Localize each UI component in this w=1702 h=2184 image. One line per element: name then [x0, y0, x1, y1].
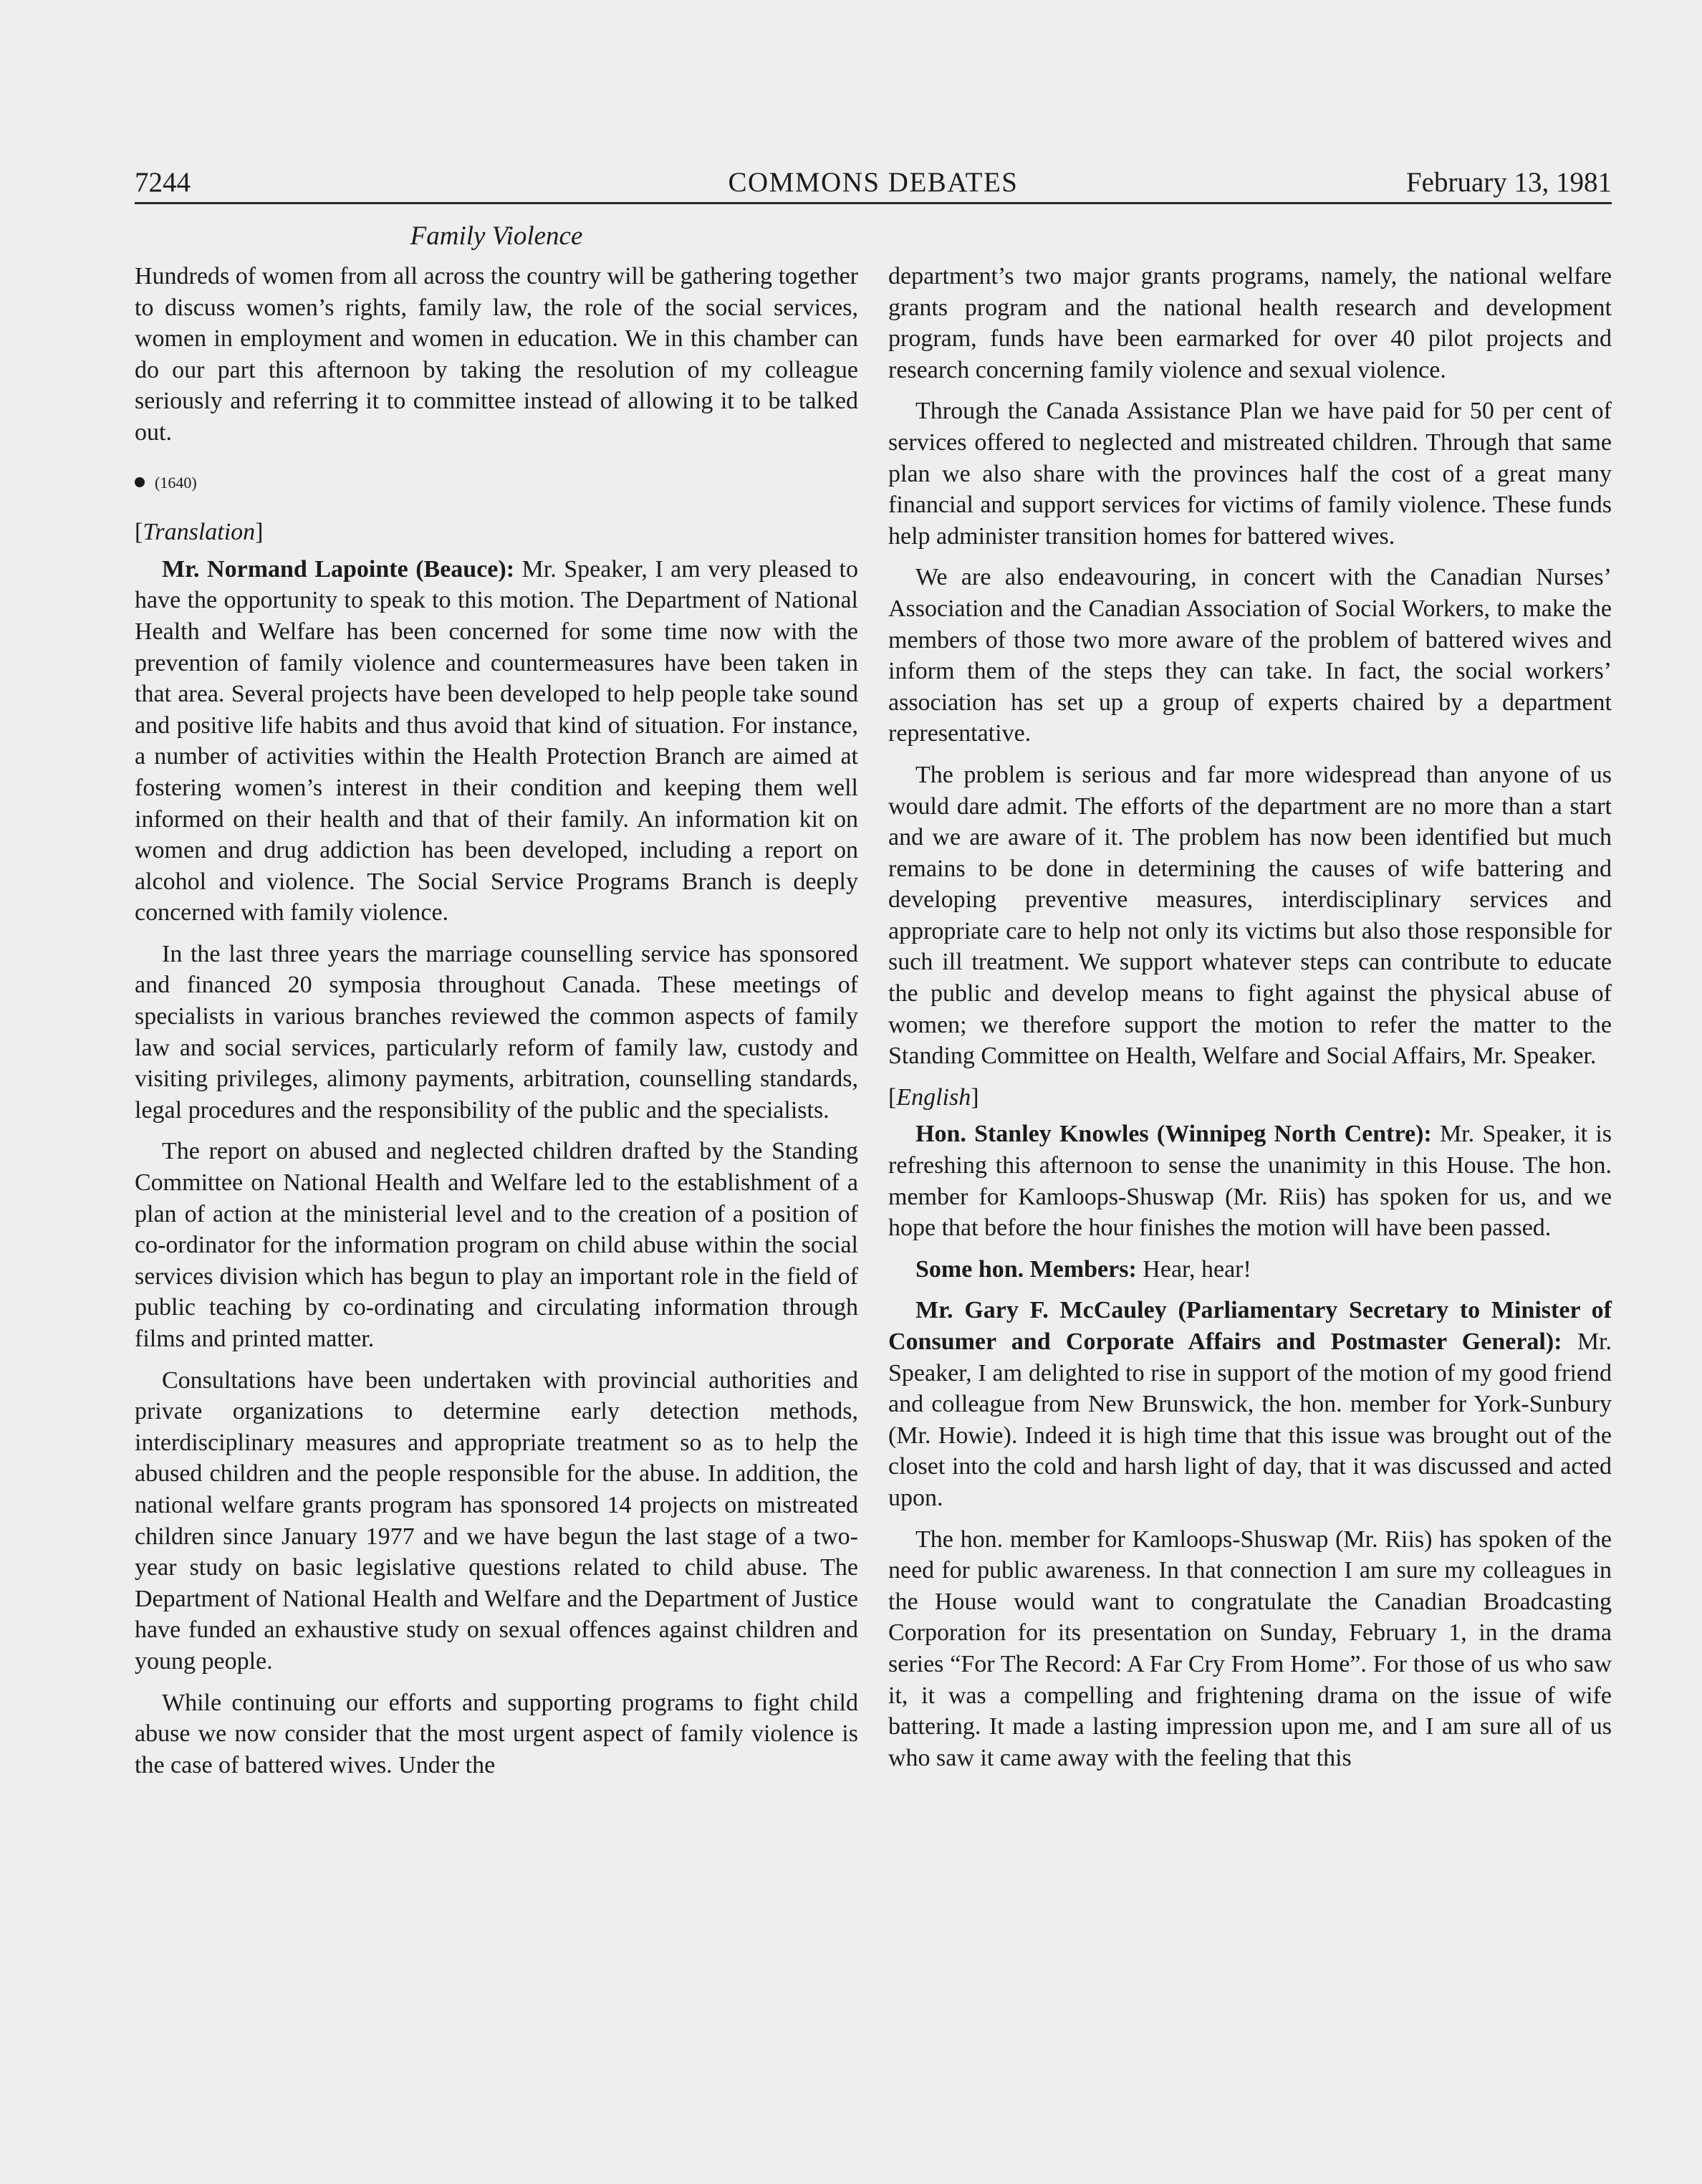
language-marker: [Translation] [135, 519, 264, 546]
right-column [888, 261, 1612, 1783]
paragraph: Consultations have been undertaken with provincial authorities and private organizations to determine early detection methods, interdisciplinary measures and appropriate treatment so as to help the abused children and the people responsible for the abuse. In addition, the national welfare grants program has sponsored 14 projects on mistreated children since January 1977 and we have begun the last stage of a two-year study on basic legislative questions related to child abuse. The Department of National Health and Welfare and the Department of Justice have funded an exhaustive study on sexual offences against children and young people. [135, 1366, 858, 1675]
speech-text: Mr. Speaker, I am very pleased to have the opportunity to speak to this motion. The Department of National Health and Welfare has been concerned for some time now with the prevention of family violence and countermeasures have been taken in that area. Several projects have been developed to help people take sound and positive life habits and thus avoid that kind of situation. For instance, a number of activities within the Health Protection Branch are aimed at fostering women’s interest in their condition and keeping them well informed on their health and that of their family. An information kit on women and drug addiction has been developed, including a report on alcohol and violence. The Social Service Programs Branch is deeply concerned with family violence. [135, 555, 859, 926]
publication-title: COMMONS DEBATES [728, 167, 1019, 198]
left-column [135, 261, 858, 1791]
section-title: Family Violence [410, 221, 583, 251]
paragraph: The report on abused and neglected children drafted by the Standing Committee on National Health and Welfare led to the establishment of a plan of action at the ministerial level and to the creation of a position of co-ordinator for the information program on child abuse within the social services division which has begun to play an important role in the field of public teaching by co-ordinating and circulating information through films and printed matter. [135, 1138, 858, 1352]
page-number: 7244 [135, 167, 191, 198]
page-header [135, 165, 1612, 204]
paragraph: department’s two major grants programs, namely, the national welfare grants program and the national health research and development program, funds have been earmarked for over 40 pilot projects and research concerning family violence and sexual violence. [888, 263, 1612, 383]
bullet-icon [135, 477, 145, 487]
paragraph: The hon. member for Kamloops-Shuswap (Mr. Riis) has spoken of the need for public awareness. In that connection I am sure my colleagues in the House would want to congratulate the Canadian Broadcasting Corporation for its presentation on Sunday, February 1, in the drama series “For The Record: A Far Cry From Home”. For those of us who saw it, it was a compelling and frightening drama on the issue of wife battering. It made a lasting impression upon me, and I am sure all of us who saw it came away with the feeling that this [888, 1526, 1612, 1771]
paragraph: Hundreds of women from all across the country will be gathering together to discuss women’s rights, family law, the role of the social services, women in employment and women in education. We in this chamber can do our part this afternoon by taking the resolution of my colleague seriously and referring it to committee instead of allowing it to be talked out. [135, 263, 858, 446]
paragraph: In the last three years the marriage counselling service has sponsored and financed 20 symposia throughout Canada. These meetings of specialists in various branches reviewed the common aspects of family law and social services, particularly reform of family law, custody and visiting privileges, alimony payments, arbitration, counselling standards, legal procedures and the responsibility of the public and the specialists. [135, 940, 858, 1124]
speaker-name: Mr. Gary F. McCauley (Parliamentary Secretary to Minister of Consumer and Corporate Affairs and Postmaster General): [888, 1297, 1612, 1355]
paragraph: The problem is serious and far more widespread than anyone of us would dare admit. The efforts of the department are no more than a start and we are aware of it. The problem has now been identified but much remains to be done in determining the causes of wife battering and developing preventive measures, interdisciplinary services and appropriate care to help not only its victims but also those responsible for such ill treatment. We support whatever steps can contribute to educate the public and develop means to fight against the physical abuse of women; we therefore support the motion to refer the matter to the Standing Committee on Health, Welfare and Social Affairs, Mr. Speaker. [888, 761, 1612, 1070]
speech-paragraph [888, 1295, 1612, 1513]
speech-text: Mr. Speaker, it is refreshing this afternoon to sense the unanimity in this House. The hon. member for Kamloops-Shuswap (Mr. Riis) has spoken for us, and we hope that before the hour finishes the motion will have been passed. [888, 1121, 1612, 1242]
language-marker: [English] [888, 1083, 979, 1111]
speech-text: Mr. Speaker, I am delighted to rise in support of the motion of my good friend and colleague from New Brunswick, the hon. member for York-Sunbury (Mr. Howie). Indeed it is high time that this issue was brought out of the closet into the cold and harsh light of day, that it was discussed and acted upon. [888, 1328, 1612, 1511]
time-marker-text: (1640) [155, 473, 197, 492]
speaker-name: Hon. Stanley Knowles (Winnipeg North Centre): [915, 1121, 1432, 1148]
speech-paragraph [888, 1119, 1612, 1243]
time-marker [135, 467, 858, 499]
paragraph: While continuing our efforts and supporting programs to fight child abuse we now consider that the most urgent aspect of family violence is the case of battered wives. Under the [135, 1689, 858, 1778]
speaker-name: Mr. Normand Lapointe (Beauce): [162, 555, 515, 583]
speaker-name: Some hon. Members: [915, 1255, 1137, 1283]
language-label: English [896, 1083, 971, 1111]
speech-paragraph [135, 554, 858, 929]
paragraph: Through the Canada Assistance Plan we have paid for 50 per cent of services offered to neglected and mistreated children. Through that same plan we also share with the provinces half the cost of a great many financial and support services for victims of family violence. These funds help administer transition homes for battered wives. [888, 398, 1612, 550]
speech-text: Hear, hear! [1143, 1255, 1251, 1283]
speech-paragraph [888, 1254, 1612, 1285]
page-date: February 13, 1981 [1405, 167, 1612, 198]
language-label: Translation [143, 519, 256, 546]
paragraph: We are also endeavouring, in concert with the Canadian Nurses’ Association and the Canadian Association of Social Workers, to make the members of those two more aware of the problem of battered wives and inform them of the steps they can take. In fact, the social workers’ association has set up a group of experts chaired by a department representative. [888, 564, 1612, 747]
